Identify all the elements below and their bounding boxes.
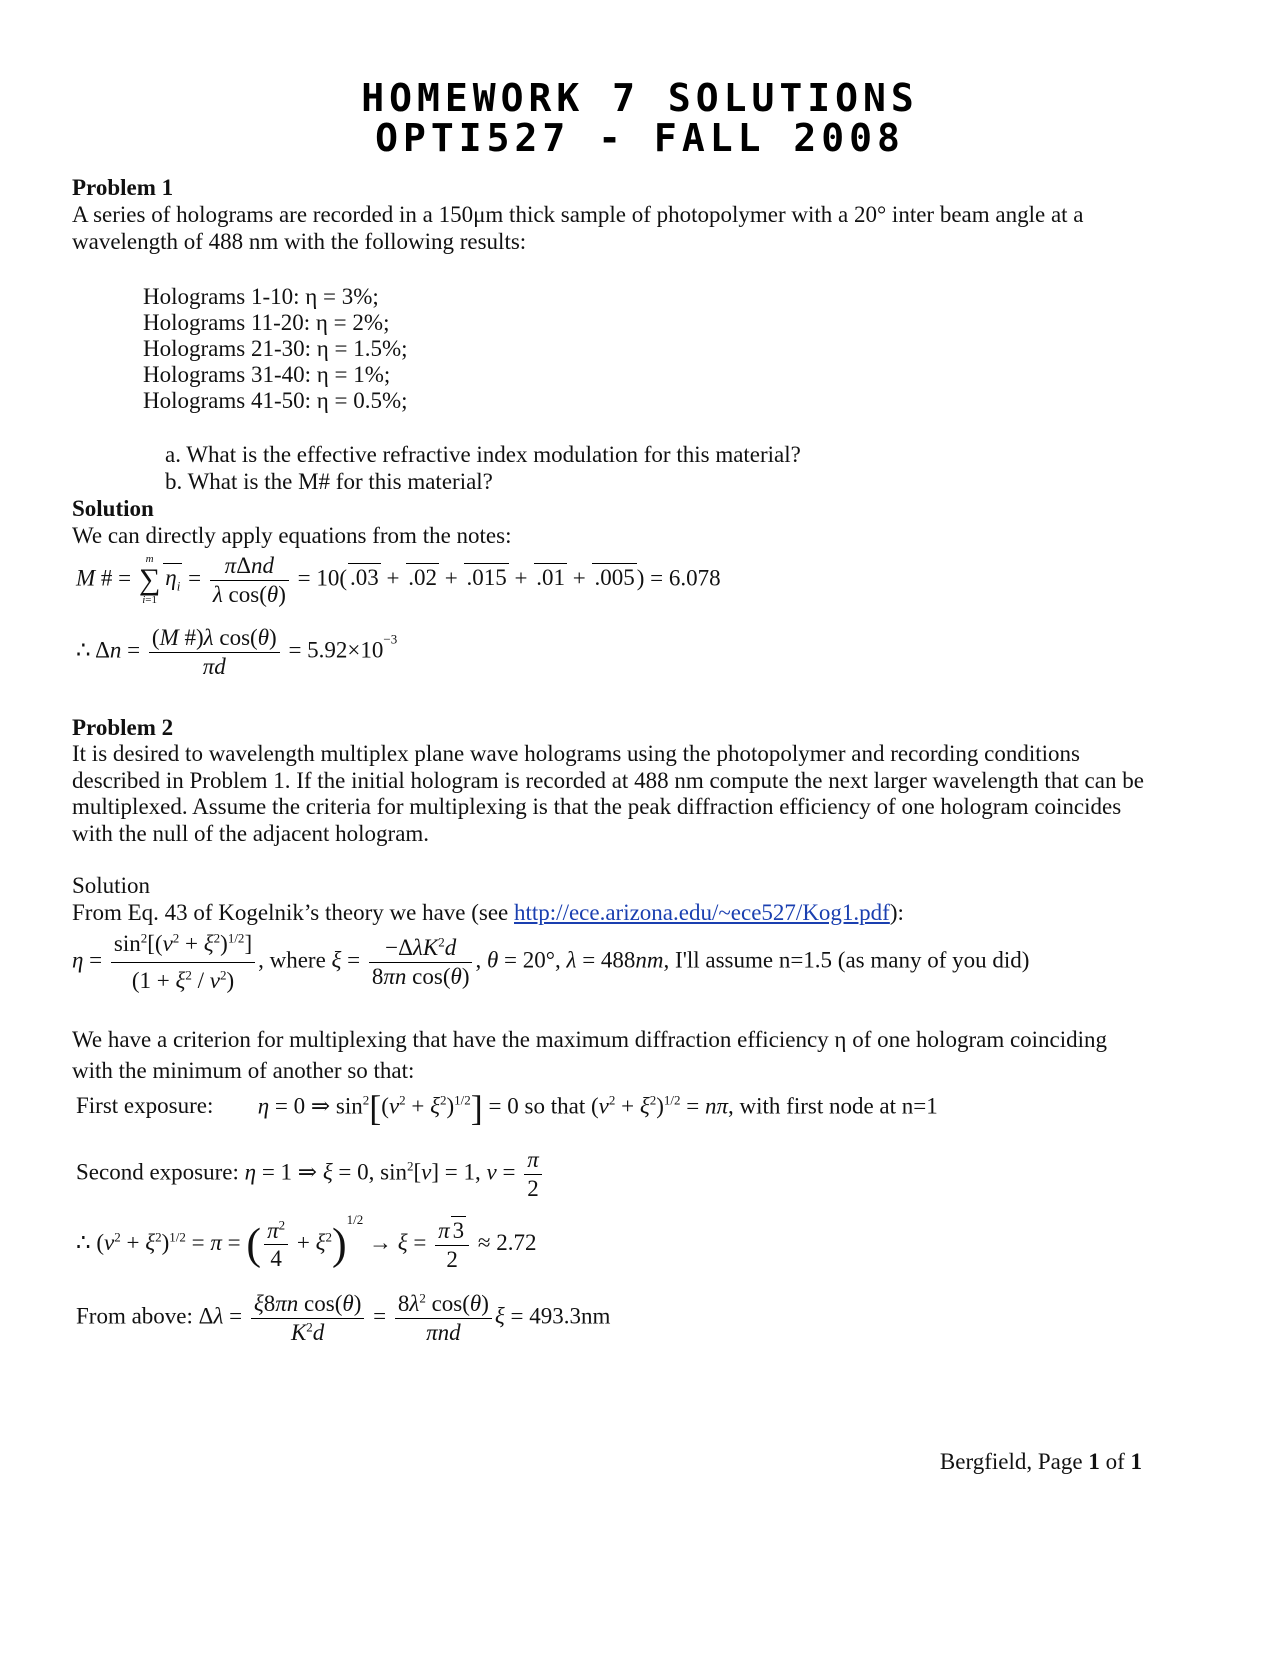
problem2-heading: Problem 2 — [72, 715, 174, 740]
delta-n-result: = 5.92×10 — [288, 637, 384, 663]
kogelnik-suffix: ): — [889, 900, 904, 925]
hologram-result-item: Holograms 1-10: η = 3%; — [143, 284, 379, 309]
problem1-solution-heading: Solution — [72, 496, 154, 521]
from-above-label: From above: — [76, 1303, 193, 1329]
kogelnik-prefix: From Eq. 43 of Kogelnik’s theory we have (see — [72, 900, 515, 925]
footer-of-text: of — [1099, 1449, 1131, 1474]
hologram-result-item: Holograms 41-50: η = 0.5%; — [143, 388, 408, 413]
hologram-result-item: Holograms 21-30: η = 1.5%; — [143, 336, 408, 361]
first-exposure-equation: First exposure: η = 0 ⇒ $\sin^2[(\nu^2 + \xi^2)^{1/2}] = 0$ so that $(\nu^2 + \xi^2)^{1/2} = n\pi$, with first node at n=1 — [76, 1088, 938, 1128]
xi-derivation-equation: ∴ $(\nu^2 + \xi^2)^{1/2} = \pi$ = ( $\frac{\pi^2}{4}$ + $\xi^2)^{1/2} \to \xi$ = $\frac{\pi 3}{2}$ ≈ 2.72 — [76, 1212, 537, 1272]
delta-n-exponent: −3 — [383, 631, 398, 647]
problem2-solution-heading: Solution — [72, 873, 150, 898]
title-line-1: HOMEWORK 7 SOLUTIONS — [361, 76, 919, 120]
first-node-text: with first node at n=1 — [739, 1093, 938, 1119]
delta-lambda-equation: From above: Δλ = $\frac{\text{ξ8πn cos(θ)}}{K^2d}$ = $\frac{8\lambda^2 \cos(\theta)}{\text{πnd}}$ ξ = 493.3nm — [76, 1290, 611, 1345]
question-a: a. What is the effective refractive index modulation for this material? — [165, 442, 801, 467]
assume-text: I'll assume n=1.5 (as many of you did) — [675, 947, 1030, 973]
problem1-heading: Problem 1 — [72, 175, 174, 200]
final-result: = 493.3nm — [510, 1303, 611, 1329]
hologram-result-item: Holograms 31-40: η = 1%; — [143, 362, 391, 387]
where-text: , where — [258, 947, 326, 973]
problem1-solution-intro: We can directly apply equations from the notes: — [72, 523, 512, 548]
second-exposure-equation: Second exposure: η = 1 ⇒ ξ = 0, $\sin^2[\nu] = 1$, ν = $\frac{\pi}{2}$ — [76, 1146, 545, 1202]
page-footer — [940, 1448, 1142, 1475]
footer-author-page: Bergfield, Page — [939, 1449, 1089, 1474]
so-that-text: so that — [524, 1093, 586, 1119]
hologram-results-list — [143, 284, 408, 414]
problem1-statement: A series of holograms are recorded in a 150μm thick sample of photopolymer with a 20° inter beam angle at a wavelength of 488 nm with the following results: — [72, 202, 1084, 255]
m-number-result: = 6.078 — [650, 565, 721, 591]
title-line-2: OPTI527 - FALL 2008 — [375, 116, 905, 160]
footer-page-number: 1 — [1088, 1449, 1100, 1474]
criterion-text: We have a criterion for multiplexing that have the maximum diffraction efficiency η of one hologram coinciding with the minimum of another so that: — [72, 1027, 1108, 1083]
xi-result: ≈ 2.72 — [477, 1230, 537, 1255]
question-b: b. What is the M# for this material? — [165, 469, 493, 494]
equation-m-number: M # = m ∑ i=1 $\eta_i$ = $\frac{\text{πΔnd}}{\text{λ cos(θ)}}$ = 10( .03 + .02 + .015 + .01 + .005) = 6.078 — [76, 553, 721, 607]
kogelnik-reference — [72, 899, 904, 926]
kogelnik-pdf-link[interactable]: http://ece.arizona.edu/~ece527/Kog1.pdf — [514, 900, 890, 925]
second-exposure-label: Second exposure: — [76, 1159, 239, 1185]
footer-page-total: 1 — [1130, 1449, 1142, 1474]
first-exposure-label: First exposure: — [76, 1093, 214, 1119]
problem2-statement: It is desired to wavelength multiplex plane wave holograms using the photopolymer and recording conditions described in Problem 1. If the initial hologram is recorded at 488 nm compute the next larger wavelength that can be multiplexed. Assume the criteria for multiplexing is that the peak diffraction efficiency of one hologram coincides with the null of the adjacent hologram. — [72, 741, 1144, 846]
equation-delta-n: ∴ Δn = $\frac{\text{(M \#)λ cos(θ)}}{\pi d}$ = $5.92\times 10^{-3}$ — [76, 625, 398, 679]
hologram-result-item: Holograms 11-20: η = 2%; — [143, 310, 390, 335]
equation-kogelnik-eta: η = $\frac{\sin^2[(\nu^2 + \xi^2)^{1/2}]}{(1 + \xi^2 / \nu^2)}$ , where ξ = $\frac{-\Delta\lambda K^2d}{\text{8πn cos(θ)}}$ , θ = 20°, λ = 488nm, I'll assume n=1.5 (as many of you did) — [72, 930, 1030, 993]
